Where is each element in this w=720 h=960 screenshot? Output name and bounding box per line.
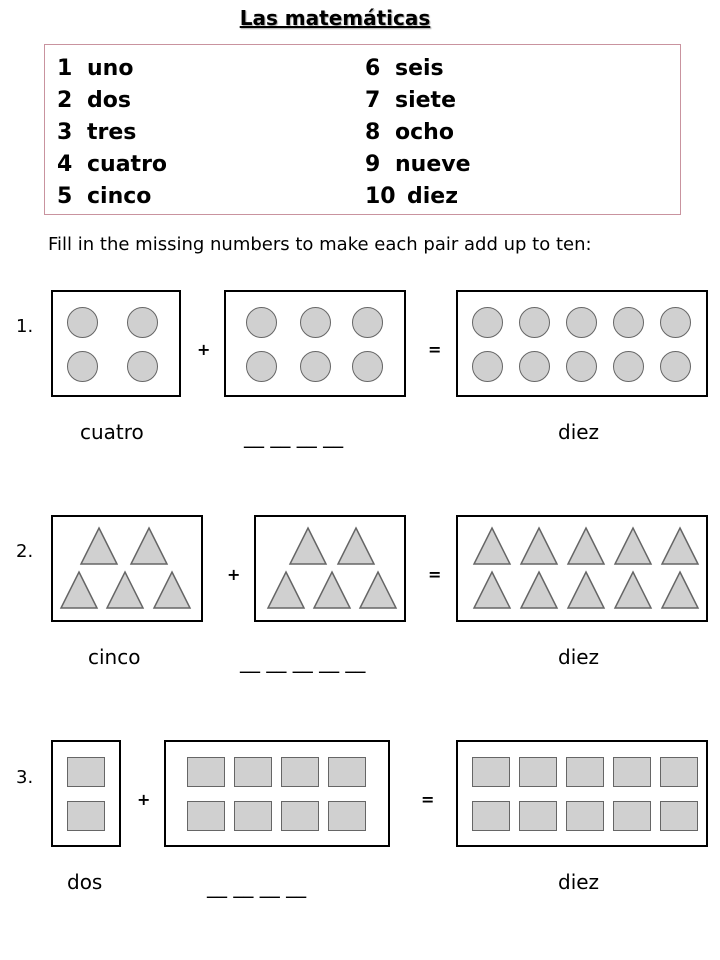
circle-icon <box>67 351 98 382</box>
sum-label: diez <box>558 645 600 669</box>
equals-sign: = <box>421 790 435 809</box>
circle-icon <box>67 307 98 338</box>
square-icon <box>234 801 272 831</box>
triangle-icon <box>613 526 653 566</box>
circle-icon <box>472 307 503 338</box>
problem-number: 1. <box>16 316 34 337</box>
sum-label: diez <box>558 420 600 444</box>
triangle-icon <box>660 526 700 566</box>
square-icon <box>281 801 319 831</box>
number-row <box>365 85 471 117</box>
number-word: dos <box>87 88 131 113</box>
number-word: uno <box>87 56 134 81</box>
circle-icon <box>660 307 691 338</box>
number-word: nueve <box>395 152 471 177</box>
numeral: 8 <box>365 120 381 145</box>
plus-sign: + <box>197 340 211 359</box>
numeral: 4 <box>57 152 73 177</box>
problem-number: 2. <box>16 541 34 562</box>
number-word: tres <box>87 120 137 145</box>
circle-icon <box>613 307 644 338</box>
square-icon <box>187 757 225 787</box>
triangle-icon <box>660 570 700 610</box>
right-addend-box <box>224 290 406 397</box>
square-icon <box>234 757 272 787</box>
circle-icon <box>352 307 383 338</box>
numeral: 9 <box>365 152 381 177</box>
answer-blank[interactable]: __ __ __ __ <box>207 874 307 898</box>
circle-icon <box>566 351 597 382</box>
triangle-icon <box>613 570 653 610</box>
circle-icon <box>660 351 691 382</box>
equals-sign: = <box>428 565 442 584</box>
left-addend-label: cuatro <box>80 420 144 444</box>
circle-icon <box>613 351 644 382</box>
square-icon <box>67 757 105 787</box>
square-icon <box>519 801 557 831</box>
triangle-icon <box>336 526 376 566</box>
circle-icon <box>519 307 550 338</box>
instructions: Fill in the missing numbers to make each pair add up to ten: <box>48 234 592 255</box>
triangle-icon <box>59 570 99 610</box>
number-word: cinco <box>87 184 152 209</box>
problem-number: 3. <box>16 767 34 788</box>
triangle-icon <box>288 526 328 566</box>
square-icon <box>613 801 651 831</box>
square-icon <box>613 757 651 787</box>
number-word: cuatro <box>87 152 168 177</box>
number-row <box>365 53 471 85</box>
plus-sign: + <box>137 790 151 809</box>
square-icon <box>281 757 319 787</box>
square-icon <box>472 801 510 831</box>
numeral: 10 <box>365 184 396 209</box>
triangle-icon <box>472 526 512 566</box>
number-row <box>365 181 471 213</box>
circle-icon <box>352 351 383 382</box>
numbers-right-column <box>365 53 471 213</box>
equals-sign: = <box>428 340 442 359</box>
number-row <box>365 117 471 149</box>
number-row <box>57 85 167 117</box>
triangle-icon <box>129 526 169 566</box>
square-icon <box>328 757 366 787</box>
plus-sign: + <box>227 565 241 584</box>
square-icon <box>660 801 698 831</box>
triangle-icon <box>152 570 192 610</box>
triangle-icon <box>312 570 352 610</box>
triangle-icon <box>79 526 119 566</box>
circle-icon <box>300 351 331 382</box>
triangle-icon <box>519 570 559 610</box>
worksheet-title: Las matemáticas <box>239 6 431 30</box>
number-word: diez <box>407 184 459 209</box>
triangle-icon <box>105 570 145 610</box>
number-word: ocho <box>395 120 454 145</box>
numeral: 5 <box>57 184 73 209</box>
circle-icon <box>300 307 331 338</box>
left-addend-box <box>51 290 181 397</box>
number-vocabulary-box <box>44 44 681 215</box>
numeral: 3 <box>57 120 73 145</box>
circle-icon <box>566 307 597 338</box>
number-word: seis <box>395 56 444 81</box>
sum-box <box>456 515 708 622</box>
numeral: 2 <box>57 88 73 113</box>
sum-box <box>456 740 708 847</box>
right-addend-box <box>164 740 390 847</box>
answer-blank[interactable]: __ __ __ __ <box>244 424 344 448</box>
number-row <box>57 149 167 181</box>
triangle-icon <box>358 570 398 610</box>
numeral: 7 <box>365 88 381 113</box>
number-row <box>365 149 471 181</box>
triangle-icon <box>519 526 559 566</box>
square-icon <box>328 801 366 831</box>
triangle-icon <box>266 570 306 610</box>
circle-icon <box>127 351 158 382</box>
left-addend-label: dos <box>67 870 103 894</box>
square-icon <box>566 757 604 787</box>
left-addend-box <box>51 740 121 847</box>
numbers-left-column <box>57 53 167 213</box>
square-icon <box>187 801 225 831</box>
right-addend-box <box>254 515 406 622</box>
circle-icon <box>246 351 277 382</box>
triangle-icon <box>566 526 606 566</box>
circle-icon <box>472 351 503 382</box>
number-word: siete <box>395 88 456 113</box>
triangle-icon <box>566 570 606 610</box>
sum-label: diez <box>558 870 600 894</box>
square-icon <box>519 757 557 787</box>
circle-icon <box>246 307 277 338</box>
circle-icon <box>519 351 550 382</box>
left-addend-label: cinco <box>88 645 141 669</box>
sum-box <box>456 290 708 397</box>
triangle-icon <box>472 570 512 610</box>
square-icon <box>660 757 698 787</box>
square-icon <box>67 801 105 831</box>
number-row <box>57 181 167 213</box>
square-icon <box>566 801 604 831</box>
left-addend-box <box>51 515 203 622</box>
numeral: 6 <box>365 56 381 81</box>
number-row <box>57 53 167 85</box>
answer-blank[interactable]: __ __ __ __ __ <box>240 649 366 673</box>
circle-icon <box>127 307 158 338</box>
number-row <box>57 117 167 149</box>
square-icon <box>472 757 510 787</box>
numeral: 1 <box>57 56 73 81</box>
